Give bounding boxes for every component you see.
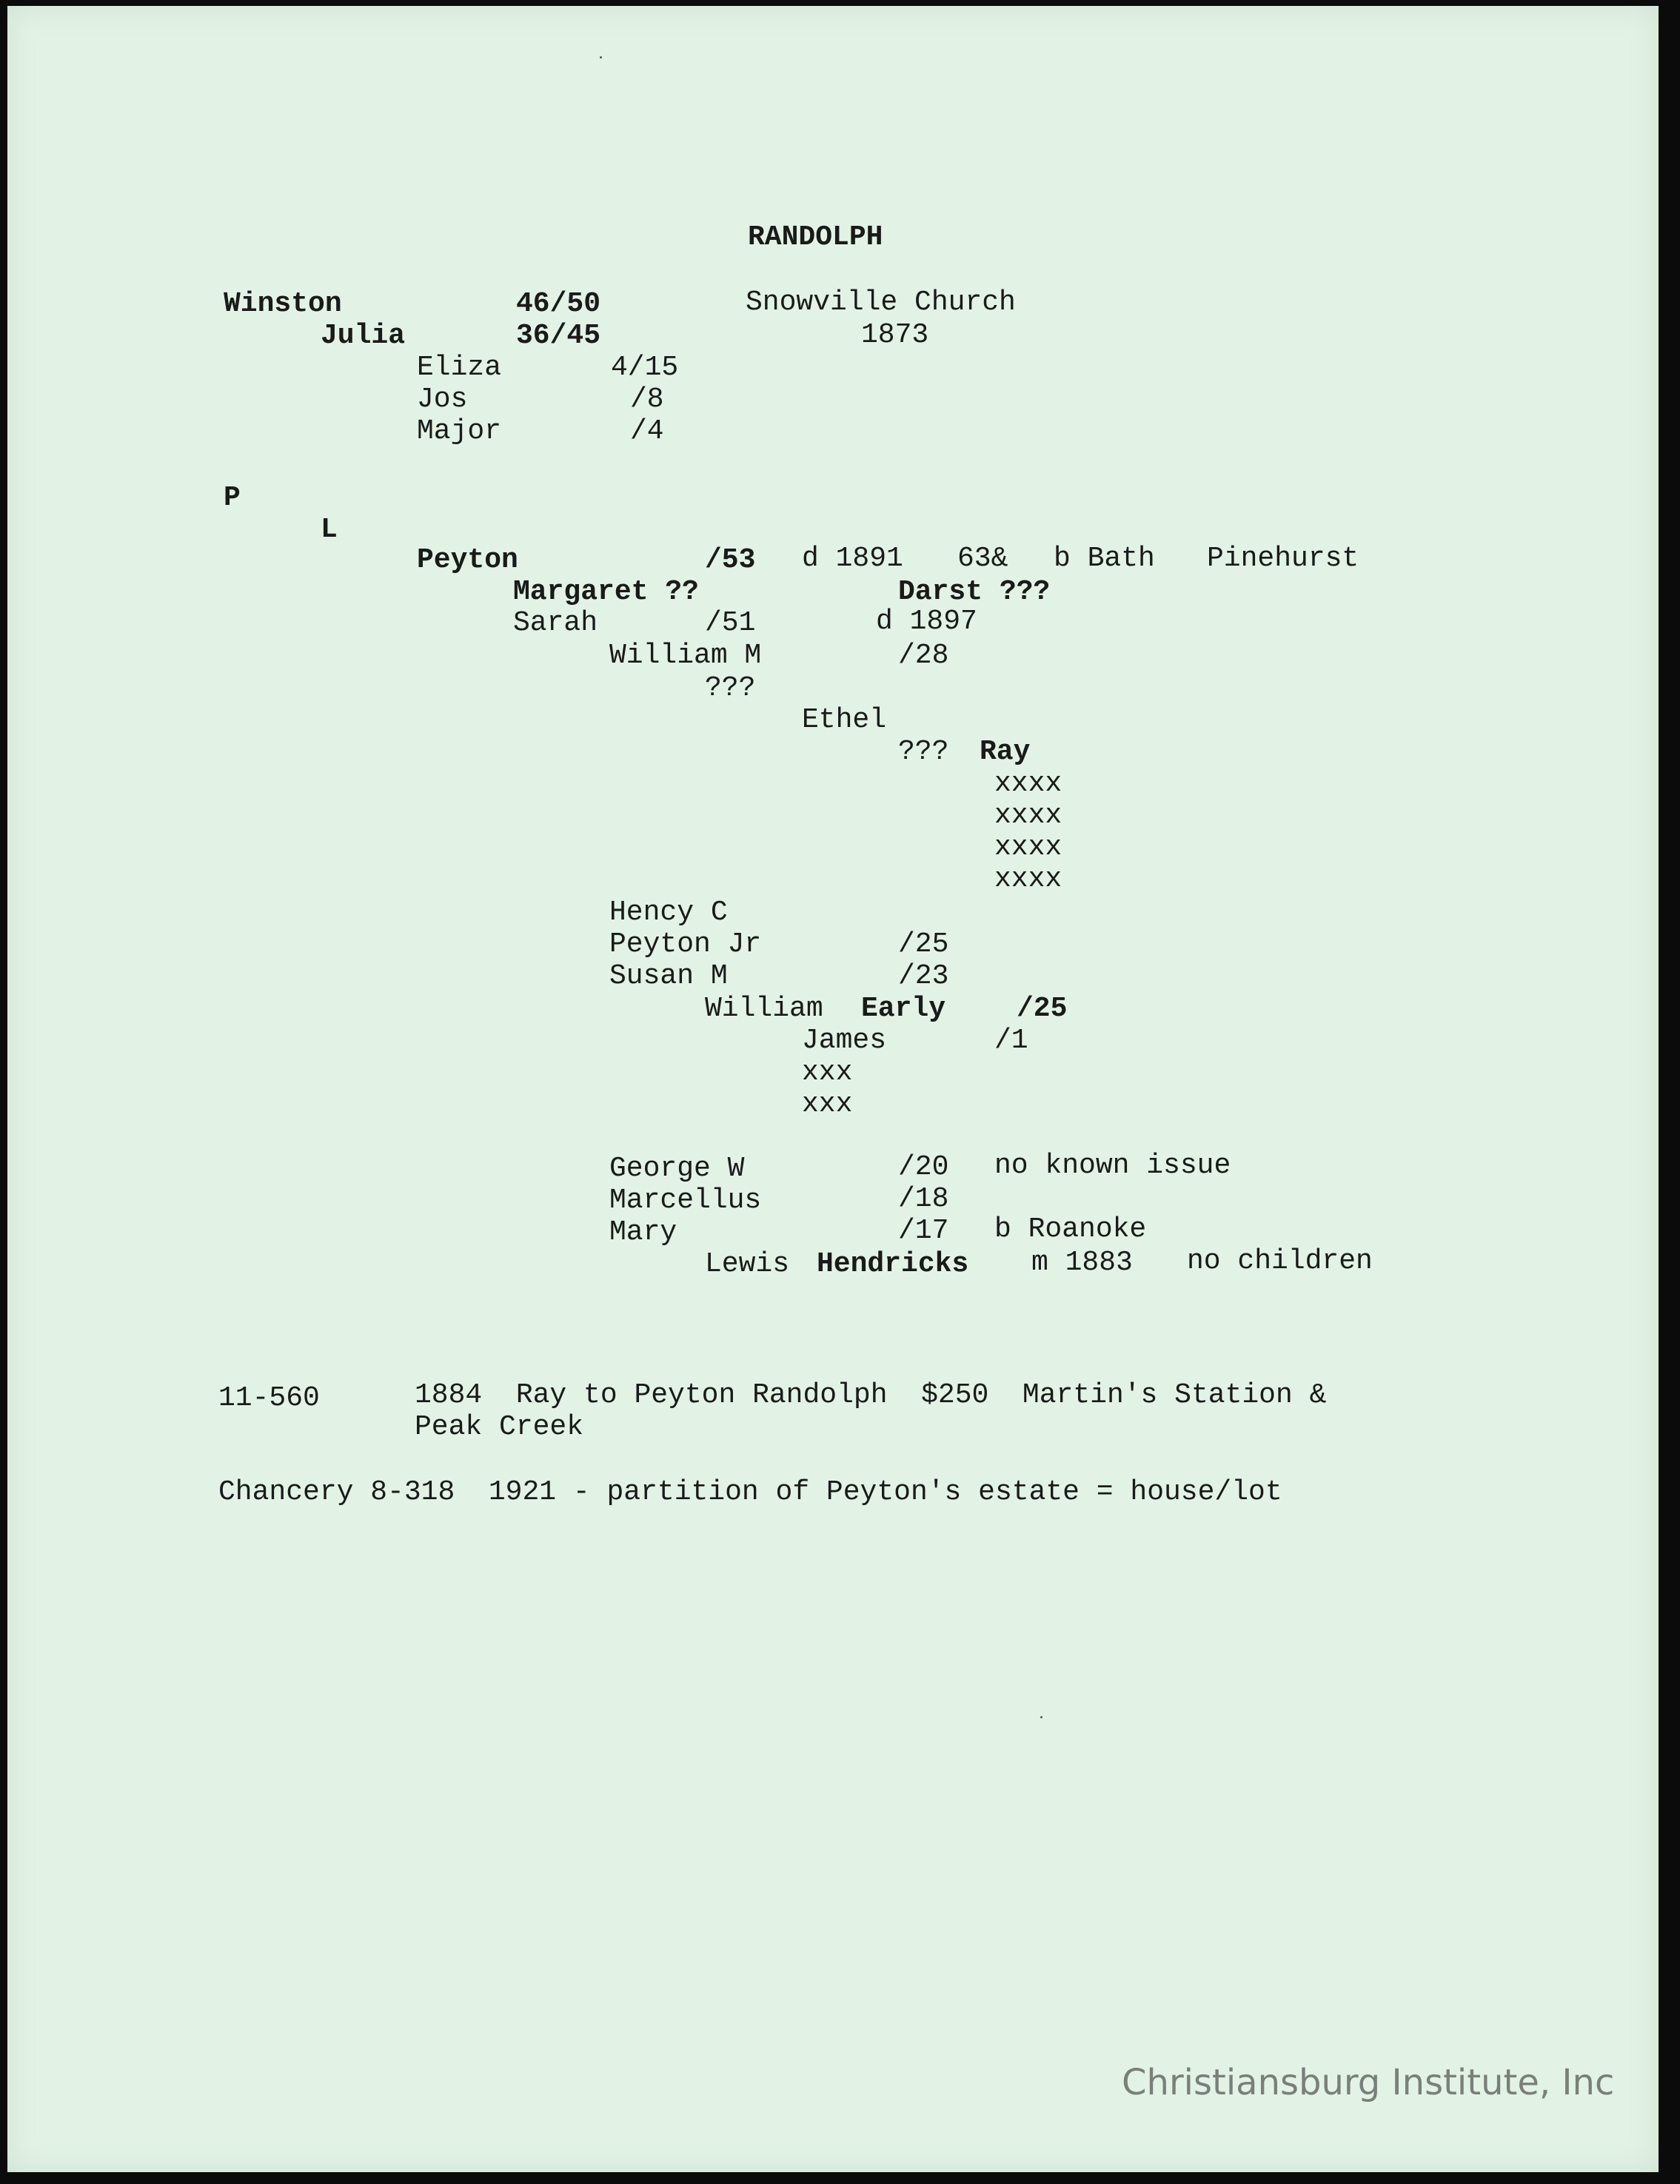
peyton-name: Peyton bbox=[417, 544, 518, 576]
document-title: RANDOLPH bbox=[748, 221, 883, 253]
julia-age: 36/45 bbox=[516, 320, 601, 352]
lewis-surname: Hendricks bbox=[817, 1248, 969, 1280]
sarah-name: Sarah bbox=[513, 607, 598, 639]
susan-name: Susan M bbox=[609, 960, 728, 992]
ethel-child: xxxx bbox=[994, 768, 1062, 800]
peyton-death: d 1891 bbox=[802, 543, 903, 575]
watermark: Christiansburg Institute, Inc bbox=[1122, 2062, 1615, 2103]
ethel-surname: Ray bbox=[980, 736, 1031, 768]
child-name: Eliza bbox=[417, 352, 502, 383]
marker-l: L bbox=[321, 514, 338, 546]
winston-age: 46/50 bbox=[516, 288, 601, 320]
ethel-child: xxxx bbox=[994, 800, 1062, 831]
ethel-name: Ethel bbox=[802, 704, 887, 736]
church-note: Snowville Church bbox=[746, 287, 1016, 318]
marcellus-name: Marcellus bbox=[609, 1185, 762, 1216]
marcellus-age: /18 bbox=[898, 1183, 949, 1215]
william-m-spouse: ??? bbox=[705, 672, 756, 704]
ethel-child: xxxx bbox=[994, 831, 1062, 863]
peyton-birth: b Bath bbox=[1054, 543, 1155, 575]
sarah-age: /51 bbox=[705, 607, 756, 639]
child-age: 4/15 bbox=[611, 352, 679, 383]
william-m-age: /28 bbox=[898, 640, 949, 671]
susan-age: /23 bbox=[898, 960, 949, 992]
church-year: 1873 bbox=[861, 319, 929, 351]
child-age: /8 bbox=[630, 383, 664, 415]
mary-name: Mary bbox=[609, 1216, 677, 1248]
james-child: xxx bbox=[802, 1056, 853, 1088]
mary-age: /17 bbox=[898, 1215, 949, 1247]
child-name: Major bbox=[417, 415, 502, 447]
paper-speck bbox=[600, 56, 602, 58]
george-note: no known issue bbox=[994, 1150, 1231, 1182]
deed-line-1: 1884 Ray to Peyton Randolph $250 Martin's Station & bbox=[415, 1379, 1327, 1411]
ethel-child: xxxx bbox=[994, 863, 1062, 895]
hency-name: Hency C bbox=[609, 897, 728, 928]
child-age: /4 bbox=[630, 415, 664, 447]
margaret-surname: Darst ??? bbox=[898, 576, 1051, 608]
julia-name: Julia bbox=[321, 320, 406, 352]
margaret-name: Margaret ?? bbox=[513, 576, 699, 608]
lewis-note: no children bbox=[1187, 1245, 1373, 1277]
chancery-record: Chancery 8-318 1921 - partition of Peyton's estate = house/lot bbox=[218, 1476, 1282, 1508]
peyton-jr-age: /25 bbox=[898, 928, 949, 960]
peyton-age-note: 63& bbox=[957, 543, 1008, 575]
george-age: /20 bbox=[898, 1151, 949, 1183]
james-child: xxx bbox=[802, 1088, 853, 1120]
child-name: Jos bbox=[417, 383, 468, 415]
lewis-marriage: m 1883 bbox=[1031, 1247, 1133, 1279]
james-age: /1 bbox=[994, 1025, 1028, 1056]
lewis-first: Lewis bbox=[705, 1248, 790, 1280]
peyton-place: Pinehurst bbox=[1207, 543, 1359, 575]
william-early-first: William bbox=[705, 993, 823, 1025]
ethel-unknown: ??? bbox=[898, 736, 949, 768]
sarah-death: d 1897 bbox=[876, 606, 977, 637]
william-early-age: /25 bbox=[1017, 993, 1068, 1025]
document-page bbox=[7, 6, 1659, 2172]
winston-name: Winston bbox=[224, 288, 342, 320]
marker-p: P bbox=[224, 482, 241, 514]
paper-speck bbox=[1040, 1716, 1043, 1718]
james-name: James bbox=[802, 1025, 887, 1056]
george-name: George W bbox=[609, 1153, 745, 1185]
deed-line-2: Peak Creek bbox=[415, 1411, 584, 1443]
peyton-age: /53 bbox=[705, 544, 756, 576]
mary-birth: b Roanoke bbox=[994, 1213, 1147, 1245]
peyton-jr-name: Peyton Jr bbox=[609, 928, 762, 960]
william-m-name: William M bbox=[609, 640, 762, 671]
william-early-surname: Early bbox=[861, 993, 946, 1025]
deed-reference: 11-560 bbox=[218, 1382, 320, 1414]
